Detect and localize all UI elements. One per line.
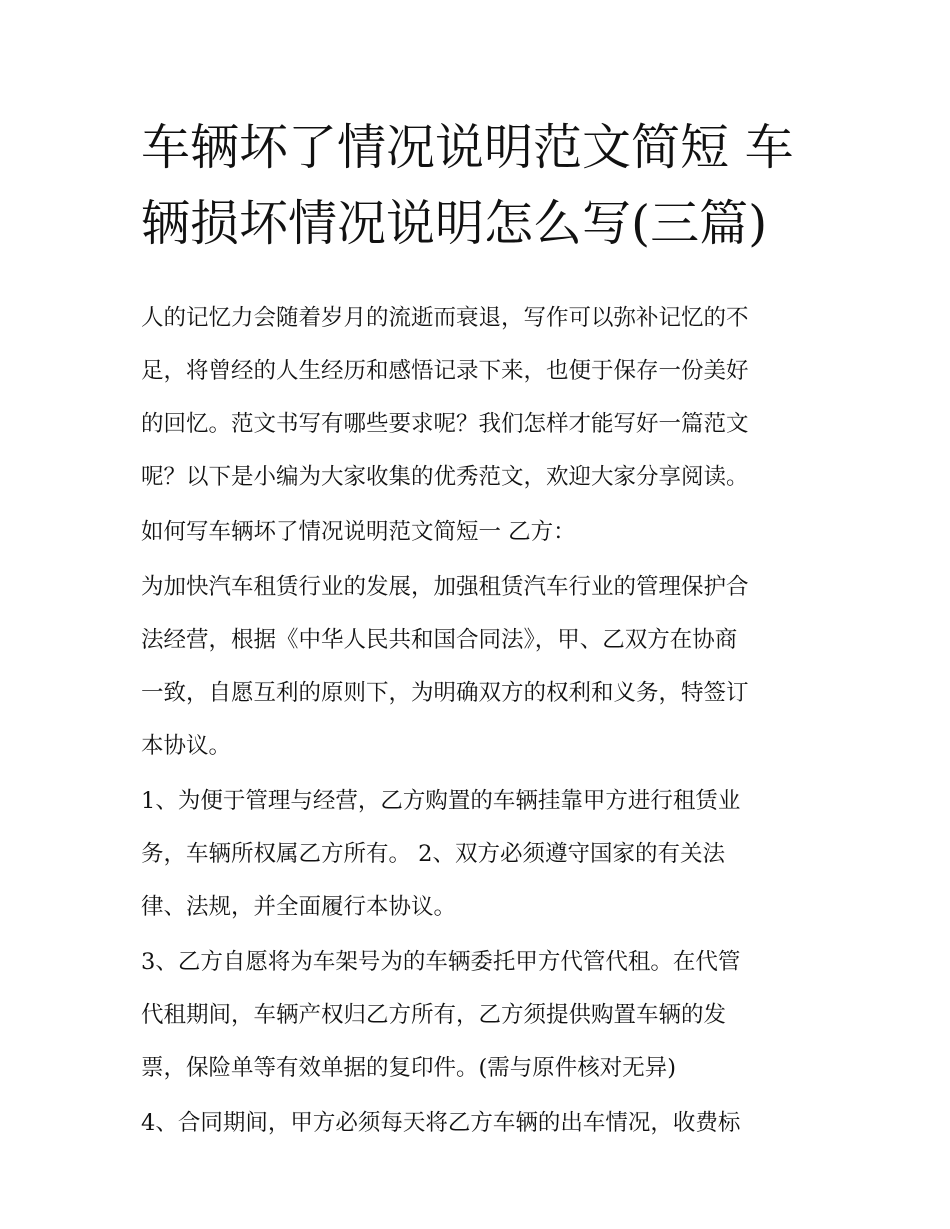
intro-paragraph bbox=[141, 292, 821, 504]
text-line: 人的记忆力会随着岁月的流逝而衰退，写作可以弥补记忆的不 bbox=[141, 305, 749, 331]
text-line: 务，车辆所权属乙方所有。 2、双方必须遵守国家的有关法 bbox=[141, 841, 725, 867]
text-line: 一致，自愿互利的原则下，为明确双方的权利和义务，特签订 bbox=[141, 680, 749, 706]
text-line: 为加快汽车租赁行业的发展，加强租赁汽车行业的管理保护合 bbox=[141, 574, 749, 600]
text-line: 的回忆。范文书写有哪些要求呢？我们怎样才能写好一篇范文 bbox=[141, 411, 749, 437]
clause-paragraph bbox=[141, 936, 821, 1095]
text-line: 足，将曾经的人生经历和感悟记录下来，也便于保存一份美好 bbox=[141, 358, 749, 384]
clause-paragraph bbox=[141, 775, 821, 934]
clause-paragraph bbox=[141, 1097, 821, 1150]
document-body bbox=[141, 292, 821, 1150]
title-line: 车辆坏了情况说明范文简短 车 bbox=[141, 119, 794, 176]
text-line: 律、法规，并全面履行本协议。 bbox=[141, 894, 457, 920]
text-line: 代租期间，车辆产权归乙方所有，乙方须提供购置车辆的发 bbox=[141, 1002, 727, 1028]
text-line: 票，保险单等有效单据的复印件。(需与原件核对无异) bbox=[141, 1055, 677, 1081]
text-line: 呢？以下是小编为大家收集的优秀范文，欢迎大家分享阅读。 bbox=[141, 464, 749, 490]
document-title bbox=[141, 110, 821, 262]
text-line: 法经营，根据《中华人民共和国合同法》，甲、乙双方在协商 bbox=[141, 627, 738, 653]
text-line: 如何写车辆坏了情况说明范文简短一 乙方： bbox=[141, 519, 576, 545]
text-line: 1、为便于管理与经营，乙方购置的车辆挂靠甲方进行租赁业 bbox=[141, 788, 741, 814]
text-line: 3、乙方自愿将为车架号为的车辆委托甲方代管代租。在代管 bbox=[141, 949, 741, 975]
text-line: 本协议。 bbox=[141, 733, 232, 759]
document-content bbox=[141, 110, 821, 1152]
preamble-paragraph bbox=[141, 561, 821, 773]
title-line: 辆损坏情况说明怎么写(三篇) bbox=[141, 195, 768, 252]
section-heading-paragraph bbox=[141, 506, 821, 559]
text-line: 4、合同期间，甲方必须每天将乙方车辆的出车情况，收费标 bbox=[141, 1110, 741, 1136]
